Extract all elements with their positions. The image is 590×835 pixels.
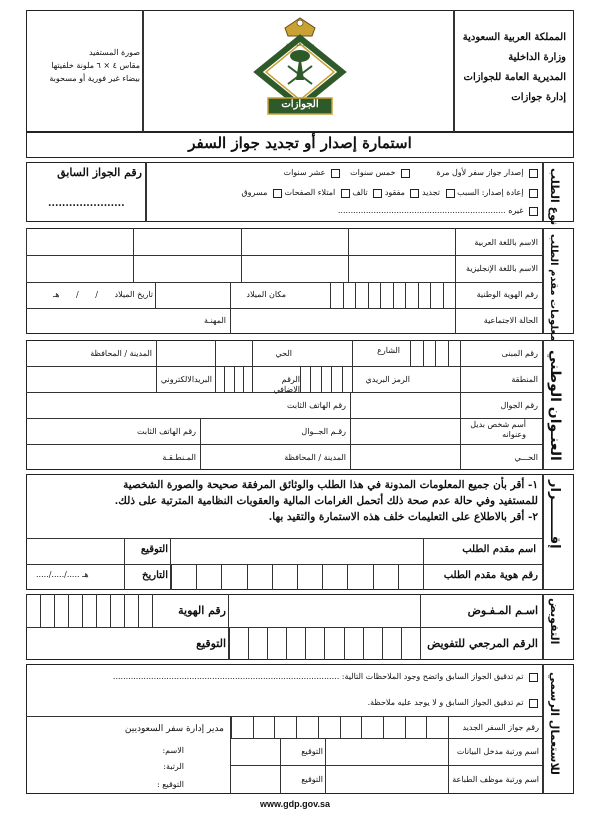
official-side-label: للاستعمال الرسمي bbox=[548, 672, 561, 775]
row-line bbox=[26, 444, 542, 445]
col-line bbox=[325, 738, 326, 794]
col-line bbox=[448, 716, 449, 794]
date-field[interactable]: ...../...../..... هـ bbox=[36, 570, 89, 579]
row-line bbox=[26, 418, 542, 419]
stolen-checkbox[interactable] bbox=[273, 189, 282, 198]
name-ar-cells[interactable] bbox=[26, 228, 455, 255]
passports-logo bbox=[250, 14, 350, 122]
manager-rank-label: الرتبة: bbox=[163, 762, 184, 771]
stolen-label: مسروق bbox=[241, 188, 268, 197]
name-ar-label: الاسم باللغة العربية bbox=[474, 238, 538, 247]
col-line bbox=[155, 282, 156, 308]
building-no-cells[interactable] bbox=[410, 340, 460, 366]
notes-found-label: تم تدقيق الجواز السابق واتضح وجود الملاحظات التالية: bbox=[341, 672, 524, 681]
five-years-checkbox[interactable] bbox=[401, 169, 410, 178]
first-issue-checkbox[interactable] bbox=[529, 169, 538, 178]
row-line bbox=[26, 366, 542, 367]
lost-label: مفقود bbox=[384, 188, 405, 197]
declaration-line-1: ١- أقر بأن جميع المعلومات المدونة في هذا الطلب والوثائق المرفقة صحيحة والصورة الشخصية bbox=[123, 479, 538, 491]
request-row-1b bbox=[150, 168, 410, 178]
damaged-label: تالف bbox=[352, 188, 368, 197]
applicant-side-label: معلومات مقدم الطلب bbox=[548, 234, 559, 342]
no-notes-label: تم تدقيق الجواز السابق و لا يوجد عليه ملاحظة. bbox=[367, 698, 524, 707]
signature-label: التوقيع bbox=[140, 544, 168, 555]
delegate-name-label: اسـم المـفـوض bbox=[467, 604, 538, 617]
id-no-label: رقم الهوية bbox=[178, 604, 226, 617]
no-notes-checkbox[interactable] bbox=[529, 699, 538, 708]
first-issue-label: إصدار جواز سفر لأول مرة bbox=[436, 168, 524, 177]
district-label: الحي bbox=[275, 349, 292, 358]
request-row-2 bbox=[150, 188, 538, 198]
side-divider bbox=[542, 340, 544, 470]
extra-no-cells[interactable] bbox=[215, 366, 252, 392]
data-entry-signature: التوقيع bbox=[301, 747, 323, 756]
photo-line-1: صورة المستفيد bbox=[88, 48, 140, 57]
col-line bbox=[460, 340, 461, 470]
request-type-side-label: نوع الطلب bbox=[548, 168, 561, 226]
pages-full-checkbox[interactable] bbox=[341, 189, 350, 198]
new-passport-label: رقم جواز السفر الجديد bbox=[462, 723, 539, 732]
city-label: المدينة / المحافظة bbox=[90, 349, 152, 358]
footer-url[interactable]: www.gdp.gov.sa bbox=[259, 799, 330, 809]
side-divider bbox=[542, 228, 544, 334]
applicant-id-cells[interactable] bbox=[171, 564, 423, 590]
address-side-label: العنـوان الوطني bbox=[547, 350, 563, 461]
id-no-cells[interactable] bbox=[26, 594, 166, 627]
new-passport-cells[interactable] bbox=[231, 716, 448, 738]
extra-no-label: الرقم الاضافي bbox=[273, 375, 300, 394]
side-divider bbox=[542, 664, 544, 794]
pages-full-label: امتلاء الصفحات bbox=[284, 188, 336, 197]
renew-label: تجديد bbox=[422, 188, 441, 197]
logo-small-caption: وزارة الداخلية bbox=[285, 42, 315, 48]
reissue-label: إعادة إصدار: السبب bbox=[457, 188, 524, 197]
side-divider bbox=[542, 162, 544, 222]
directorate-label: المديرية العامة للجوازات bbox=[463, 72, 566, 83]
row-line bbox=[26, 538, 542, 539]
national-id-cells[interactable] bbox=[330, 282, 455, 308]
postal-label: الرمز البريدي bbox=[365, 375, 410, 384]
col-line bbox=[252, 340, 253, 392]
side-divider bbox=[542, 594, 544, 660]
damaged-checkbox[interactable] bbox=[373, 189, 382, 198]
side-divider bbox=[542, 474, 544, 590]
alt-region-label: المـنطـقـة bbox=[162, 453, 196, 462]
profession-label: المهنـة bbox=[203, 316, 226, 325]
ministry-label: وزارة الداخلية bbox=[508, 52, 566, 63]
alt-mobile-label: رقـم الجــوال bbox=[301, 427, 346, 436]
manager-name-label: الاسم: bbox=[162, 746, 184, 755]
row-line bbox=[230, 738, 542, 739]
logo-caption: الجوازات bbox=[281, 99, 319, 110]
declaration-side-label: إقــــــــرار bbox=[547, 480, 562, 549]
form-title: استمارة إصدار أو تجديد جواز السفر bbox=[188, 134, 412, 152]
ref-no-cells[interactable] bbox=[229, 627, 420, 660]
applicant-id-label: رقم هوية مقدم الطلب bbox=[443, 570, 538, 581]
col-line bbox=[230, 282, 231, 334]
birth-date-label: تاريخ الميلاد bbox=[114, 290, 153, 299]
other-label: غيره bbox=[508, 206, 524, 215]
ten-years-checkbox[interactable] bbox=[331, 169, 340, 178]
printer-signature: التوقيع bbox=[301, 775, 323, 784]
kingdom-label: المملكة العربية السعودية bbox=[462, 32, 566, 43]
applicant-name-label: اسم مقدم الطلب bbox=[462, 544, 536, 555]
row-line bbox=[230, 765, 542, 766]
alt-name-label: أسم شخص بديل وعنوانه bbox=[470, 420, 526, 439]
col-line bbox=[156, 340, 157, 392]
five-years-label: خمس سنوات bbox=[350, 168, 396, 177]
col-line bbox=[352, 340, 353, 392]
reissue-checkbox[interactable] bbox=[529, 189, 538, 198]
header-divider-left bbox=[142, 10, 144, 132]
alt-district-label: الحـــي bbox=[514, 453, 538, 462]
street-label: الشارع bbox=[377, 346, 400, 355]
mobile-label: رقم الجوال bbox=[500, 401, 538, 410]
photo-line-2: مقاس ٤ × ٦ ملونة خلفيتها bbox=[51, 61, 140, 70]
photo-line-3: بيضاء غير فورية أو مسحوبة bbox=[49, 74, 140, 83]
birth-place-label: مكان الميلاد bbox=[246, 290, 286, 299]
authorization-side-label: التفويض bbox=[548, 598, 561, 645]
declaration-text bbox=[30, 477, 538, 525]
alt-city-label: المدينة / المحافظة bbox=[284, 453, 346, 462]
prev-passport-label: رقم الجواز السابق bbox=[57, 166, 142, 179]
col-line bbox=[200, 418, 201, 470]
official-check-2 bbox=[30, 698, 538, 708]
col-line bbox=[280, 738, 281, 794]
building-no-label: رقم المبنى bbox=[501, 349, 538, 358]
photo-instructions bbox=[30, 46, 140, 85]
prev-passport-divider bbox=[145, 162, 147, 222]
email-label: البريدالالكتروني bbox=[160, 375, 212, 384]
marital-label: الحالة الاجتماعية bbox=[483, 316, 538, 325]
request-row-3: غيره .................................................................. bbox=[150, 206, 538, 216]
authorization-signature-label: التوقيع bbox=[196, 637, 226, 650]
ref-no-label: الرقم المرجعي للتفويض bbox=[427, 637, 538, 650]
prev-passport-field[interactable]: ...................... bbox=[48, 198, 125, 209]
national-id-label: رقم الهوية الوطنية bbox=[476, 290, 538, 299]
name-en-label: الاسم باللغة الإنجليزية bbox=[466, 264, 538, 273]
data-entry-label: اسم ورتبة مدخل البيانات bbox=[456, 747, 539, 756]
name-en-cells[interactable] bbox=[26, 255, 455, 282]
birth-date-field[interactable]: / / هـ bbox=[52, 290, 98, 299]
lost-checkbox[interactable] bbox=[410, 189, 419, 198]
col-line bbox=[124, 538, 125, 590]
manager-title: مدير إدارة سفر السعوديين bbox=[124, 724, 224, 734]
notes-found-checkbox[interactable] bbox=[529, 673, 538, 682]
renew-checkbox[interactable] bbox=[446, 189, 455, 198]
date-label: التاريخ bbox=[142, 570, 168, 581]
declaration-line-2: للمستفيد وفي حالة عدم صحة ذلك أتحمل الغرامات المالية والعقوبات النظامية المترتبة على ذلك. bbox=[114, 495, 538, 507]
alt-landline-label: رقم الهاتف الثابت bbox=[137, 427, 196, 436]
manager-signature-label: التوقيع : bbox=[157, 780, 184, 789]
col-line bbox=[350, 392, 351, 470]
official-check-1: تم تدقيق الجواز السابق واتضح وجود الملاحظات التالية: ......................................................................................... bbox=[30, 672, 538, 682]
applicant-label-divider bbox=[455, 228, 456, 334]
col-line bbox=[420, 594, 421, 660]
landline-label: رقم الهاتف الثابت bbox=[287, 401, 346, 410]
col-line bbox=[215, 340, 216, 366]
col-line bbox=[423, 538, 424, 590]
postal-cells[interactable] bbox=[300, 366, 352, 392]
department-label: إدارة جوازات bbox=[511, 92, 566, 103]
region-label: المنطقة bbox=[511, 375, 538, 384]
header-authority bbox=[446, 28, 566, 108]
other-checkbox[interactable] bbox=[529, 207, 538, 216]
row-line bbox=[26, 308, 542, 309]
printer-label: اسم ورتبة موظف الطباعة bbox=[452, 775, 539, 784]
declaration-line-3: ٢- أقر بالاطلاع على التعليمات خلف هذه الاستمارة والتقيد بها. bbox=[268, 511, 538, 523]
ten-years-label: عشر سنوات bbox=[283, 168, 326, 177]
row-line bbox=[26, 282, 542, 283]
